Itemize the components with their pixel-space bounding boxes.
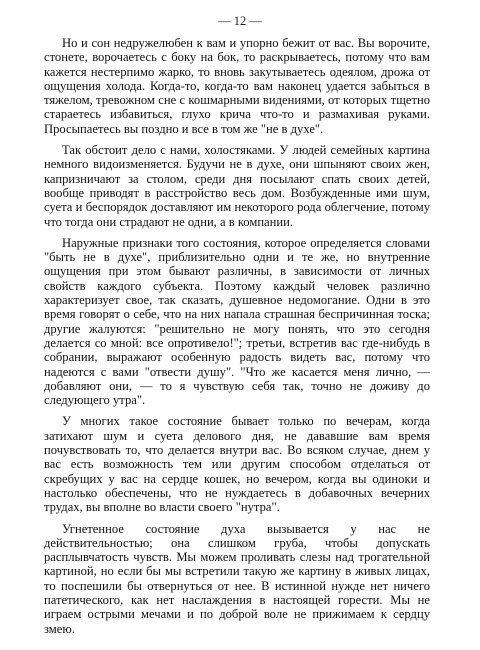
paragraph-3: Наружные признаки того состояния, которое определяется словами "быть не в духе", приблизительно одни и те же, но внутренние ощущения при этом бывают различны, в зависимости от личных свойств каждого субъекта. Поэтому каждый человек различно характеризует свое, так сказать, душевное недомогание. Одни в это время говорят о себе, что на них напала страшная беспричинная тоска; другие жалуются: "решительно не могу понять, что это сегодня делается со мной: все опротивело!"; третьи, встретив вас где-нибудь в собрании, выражают особенную радость видеть вас, потому что надеются с вами "отвести душу". "Что же касается меня лично, — добавляют они, — то я чувствую себя так, точно не доживу до следующего утра". — [44, 235, 430, 408]
body-text — [44, 36, 430, 636]
paragraph-1: Но и сон недружелюбен к вам и упорно бежит от вас. Вы ворочите, стонете, ворочаетесь с боку на бок, то раскрываетесь, потому что вам кажется нестерпимо жарко, то вновь закутываетесь одеялом, дрожа от ощущения холода. Когда-то, когда-то вам наконец удается забыться в тяжелом, тревожном сне с кошмарными видениями, от которых тщетно стараетесь избавиться, глухо крича что-то и размахивая руками. Просыпаетесь вы поздно и все в том же "не в духе". — [44, 36, 430, 136]
paragraph-2: Так обстоит дело с нами, холостяками. У людей семейных картина немного видоизменяется. Будучи не в духе, они шпыняют своих жен, капризничают за столом, среди дня посылают спать своих детей, вообще приводят в расстройство весь дом. Возбужденные ими шум, суета и беспорядок доставляют им некоторого рода облегчение, потому что тогда они страдают не одни, а в компании. — [44, 143, 430, 229]
paragraph-5: Угнетенное состояние духа вызывается у нас не действительностью; она слишком груба, чтобы допускать расплывчатость чувств. Мы можем проливать слезы над трогательной картиной, но если бы мы встретили такую же картину в живых лицах, то поспешили бы отвернуться от нее. В истинной нужде нет ничего патетического, как нет наслаждения в настоящей горести. Мы не играем острыми мечами и по доброй воле не прижимаем к сердцу змею. — [44, 521, 430, 636]
page-number: — 12 — — [218, 14, 262, 28]
paragraph-4: У многих такое состояние бывает только по вечерам, когда затихают шум и суета делового дня, не дававшие вам время почувствовать то, что делается внутри вас. Во всяком случае, днем у вас есть возможность тем или другим способом отделаться от скребущих у вас на сердце кошек, но вечером, когда вы одиноки и настолько обеспечены, что не нуждаетесь в добавочных вечерних трудах, вы вполне во власти своего "нутра". — [44, 414, 430, 515]
